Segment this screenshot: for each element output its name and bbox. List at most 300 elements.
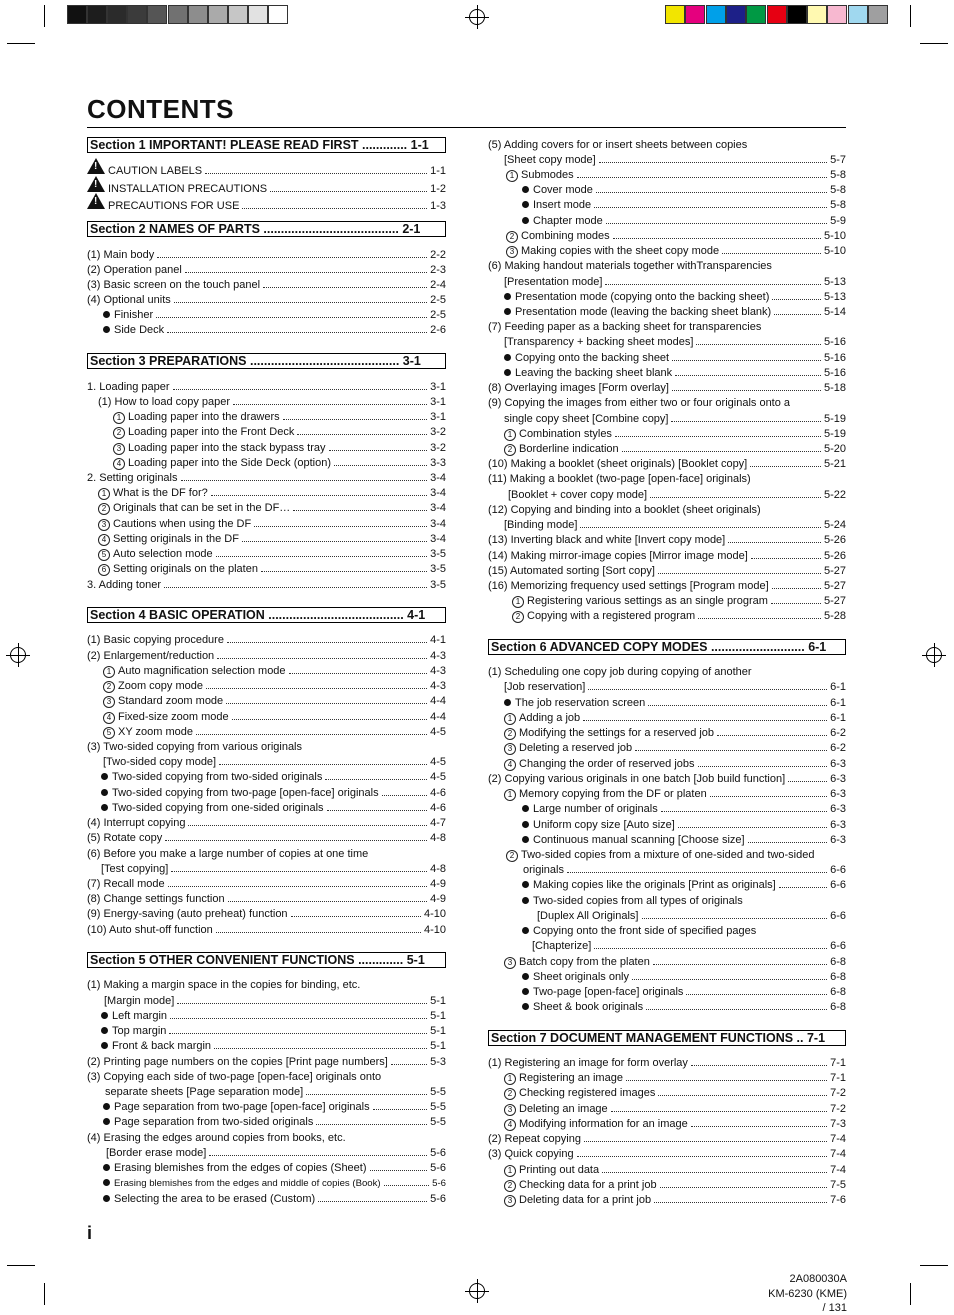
toc-entry bbox=[523, 863, 846, 878]
circled-number-icon: 1 bbox=[103, 666, 115, 678]
toc-entry-text: [Test copying] bbox=[101, 863, 169, 875]
bullet-icon bbox=[504, 699, 511, 706]
toc-entry-text: (9) Energy-saving (auto preheat) function bbox=[87, 908, 288, 920]
toc-page-number: 4-10 bbox=[423, 908, 446, 920]
toc-page-number: 6-1 bbox=[830, 681, 846, 693]
toc-page-number: 5-8 bbox=[830, 184, 846, 196]
toc-entry bbox=[103, 710, 446, 725]
toc-page-number: 6-2 bbox=[830, 727, 846, 739]
toc-entry bbox=[103, 1115, 446, 1130]
toc-page-number: 5-6 bbox=[432, 1178, 446, 1189]
dot-leader bbox=[217, 658, 427, 659]
toc-entry-text: Top margin bbox=[112, 1025, 167, 1037]
circled-number-icon: 5 bbox=[103, 727, 115, 739]
dot-leader bbox=[306, 1094, 427, 1095]
dot-leader bbox=[185, 272, 427, 273]
toc-entry bbox=[103, 323, 446, 338]
toc-entry bbox=[87, 923, 446, 938]
toc-entry bbox=[87, 1070, 446, 1085]
dot-leader bbox=[772, 588, 821, 589]
color-swatch bbox=[168, 5, 188, 24]
toc-entry-text: Fixed-size zoom mode bbox=[118, 711, 229, 723]
dot-leader bbox=[661, 811, 827, 812]
dot-leader bbox=[648, 705, 827, 706]
dot-leader bbox=[577, 1156, 828, 1157]
dot-leader bbox=[242, 208, 427, 209]
color-swatch bbox=[268, 5, 288, 24]
dot-leader bbox=[165, 840, 427, 841]
dot-leader bbox=[384, 1185, 429, 1186]
dot-leader bbox=[216, 556, 427, 557]
toc-entry-text: Sheet & book originals bbox=[533, 1001, 644, 1013]
dot-leader bbox=[672, 390, 821, 391]
toc-entry-text: [Job reservation] bbox=[504, 681, 586, 693]
toc-entry-text: Changing the order of reserved jobs bbox=[519, 758, 695, 770]
dot-leader bbox=[167, 332, 427, 333]
bullet-icon bbox=[522, 805, 529, 812]
circled-number-icon: 1 bbox=[512, 596, 524, 608]
toc-entry bbox=[87, 1131, 446, 1146]
toc-page-number: 3-5 bbox=[430, 563, 446, 575]
dot-leader bbox=[675, 375, 821, 376]
toc-entry bbox=[87, 158, 446, 177]
toc-entry-text: (1) How to load copy paper bbox=[98, 396, 231, 408]
dot-leader bbox=[583, 720, 827, 721]
color-swatch bbox=[746, 5, 766, 24]
toc-page-number: 3-4 bbox=[430, 502, 446, 514]
toc-page-number: 7-4 bbox=[830, 1133, 846, 1145]
toc-page-number: 4-1 bbox=[430, 634, 446, 646]
toc-entry-text: Two-sided copying from one-sided originals bbox=[112, 802, 324, 814]
toc-entry-text: [Sheet copy mode] bbox=[504, 154, 596, 166]
dot-leader bbox=[391, 1064, 427, 1065]
dot-leader bbox=[263, 287, 427, 288]
dot-leader bbox=[168, 886, 427, 887]
bullet-icon bbox=[103, 1118, 110, 1125]
toc-page-number: 5-22 bbox=[823, 489, 846, 501]
color-swatch bbox=[827, 5, 847, 24]
page-marker: i bbox=[87, 1223, 93, 1243]
toc-entry bbox=[106, 1146, 446, 1161]
toc-entry bbox=[504, 1071, 846, 1086]
toc-page-number: 6-3 bbox=[830, 819, 846, 831]
toc-entry bbox=[504, 290, 846, 305]
dot-leader bbox=[216, 932, 421, 933]
toc-page-number: 2-2 bbox=[430, 249, 446, 261]
dot-leader bbox=[728, 542, 821, 543]
dot-leader bbox=[211, 495, 427, 496]
toc-entry bbox=[504, 696, 846, 711]
toc-page-number: 4-5 bbox=[430, 726, 446, 738]
toc-page-number: 4-4 bbox=[430, 695, 446, 707]
toc-page-number: 6-3 bbox=[830, 773, 846, 785]
toc-entry-text: Combining modes bbox=[521, 230, 610, 242]
toc-entry-text: (2) Enlargement/reduction bbox=[87, 650, 215, 662]
toc-page-number: 3-1 bbox=[430, 411, 446, 423]
toc-page-number: 5-19 bbox=[823, 428, 846, 440]
toc-entry bbox=[103, 1192, 446, 1207]
toc-page-number: 6-3 bbox=[830, 788, 846, 800]
toc-entry bbox=[87, 740, 446, 755]
toc-entry-text: 2. Setting originals bbox=[87, 472, 178, 484]
toc-page-number: 6-6 bbox=[830, 910, 846, 922]
registration-mark-icon bbox=[469, 1283, 485, 1299]
toc-entry bbox=[105, 1085, 446, 1100]
toc-entry-text: Loading paper into the drawers bbox=[128, 411, 280, 423]
toc-entry-text: Batch copy from the platen bbox=[519, 956, 650, 968]
dot-leader bbox=[750, 466, 821, 467]
toc-entry bbox=[506, 848, 846, 863]
toc-entry bbox=[504, 412, 846, 427]
toc-entry-text: Left margin bbox=[112, 1010, 168, 1022]
toc-entry bbox=[506, 168, 846, 183]
toc-page-number: 3-2 bbox=[430, 442, 446, 454]
toc-entry bbox=[522, 833, 846, 848]
toc-page-number: 4-9 bbox=[430, 878, 446, 890]
toc-page-number: 5-10 bbox=[823, 245, 846, 257]
color-swatch bbox=[228, 5, 248, 24]
circled-number-icon: 2 bbox=[504, 728, 516, 740]
toc-entry bbox=[87, 471, 446, 486]
circled-number-icon: 3 bbox=[103, 696, 115, 708]
color-swatch bbox=[706, 5, 726, 24]
crop-mark bbox=[44, 1283, 45, 1305]
dot-leader bbox=[686, 994, 827, 995]
toc-entry-text: (1) Scheduling one copy job during copying of another bbox=[488, 666, 752, 678]
toc-page-number: 5-18 bbox=[823, 382, 846, 394]
toc-entry bbox=[504, 427, 846, 442]
section-heading: Section 6 ADVANCED COPY MODES ........................... 6-1 bbox=[488, 639, 846, 655]
toc-entry bbox=[87, 649, 446, 664]
circled-number-icon: 1 bbox=[504, 1165, 516, 1177]
color-swatch bbox=[107, 5, 127, 24]
dot-leader bbox=[214, 1048, 427, 1049]
toc-entry-text: Submodes bbox=[521, 169, 574, 181]
toc-entry bbox=[103, 679, 446, 694]
warning-icon bbox=[87, 158, 105, 174]
dot-leader bbox=[232, 719, 427, 720]
toc-entry-text: Chapter mode bbox=[533, 215, 603, 227]
toc-page-number: 6-8 bbox=[830, 971, 846, 983]
toc-page-number: 7-1 bbox=[830, 1057, 846, 1069]
toc-page-number: 4-5 bbox=[430, 771, 446, 783]
circled-number-icon: 5 bbox=[98, 549, 110, 561]
bullet-icon bbox=[504, 369, 511, 376]
section-heading: Section 5 OTHER CONVENIENT FUNCTIONS ............. 5-1 bbox=[87, 952, 446, 968]
warning-icon bbox=[87, 193, 105, 209]
toc-entry-text: Modifying the settings for a reserved job bbox=[519, 727, 715, 739]
bullet-icon bbox=[101, 804, 108, 811]
toc-entry-text: Loading paper into the Side Deck (option) bbox=[128, 457, 332, 469]
toc-entry-text: (2) Repeat copying bbox=[488, 1133, 581, 1145]
toc-entry-text: (2) Operation panel bbox=[87, 264, 182, 276]
dot-leader bbox=[226, 703, 427, 704]
toc-entry-text: (6) Making handout materials together withTransparencies bbox=[488, 260, 772, 272]
toc-page-number: 2-4 bbox=[430, 279, 446, 291]
toc-entry bbox=[522, 1000, 846, 1015]
toc-page-number: 2-5 bbox=[430, 294, 446, 306]
circled-number-icon: 3 bbox=[504, 1104, 516, 1116]
bullet-icon bbox=[101, 789, 108, 796]
title-rule bbox=[87, 127, 846, 128]
toc-entry bbox=[532, 939, 846, 954]
toc-entry bbox=[87, 278, 446, 293]
toc-page-number: 4-9 bbox=[430, 893, 446, 905]
circled-number-icon: 3 bbox=[504, 743, 516, 755]
bullet-icon bbox=[103, 326, 110, 333]
color-swatch bbox=[208, 5, 228, 24]
dot-leader bbox=[691, 1065, 827, 1066]
dot-leader bbox=[672, 360, 821, 361]
dot-leader bbox=[196, 734, 427, 735]
circled-number-icon: 3 bbox=[506, 246, 518, 258]
toc-entry bbox=[504, 518, 846, 533]
toc-entry-text: Modifying information for an image bbox=[519, 1118, 688, 1130]
dot-leader bbox=[316, 1124, 427, 1125]
toc-entry-text: single copy sheet [Combine copy] bbox=[504, 413, 669, 425]
toc-entry-text: (5) Adding covers for or insert sheets between copies bbox=[488, 139, 748, 151]
toc-entry-text: (1) Main body bbox=[87, 249, 155, 261]
dot-leader bbox=[334, 465, 427, 466]
toc-entry-text: Borderline indication bbox=[519, 443, 619, 455]
toc-entry bbox=[87, 578, 446, 593]
toc-page-number: 5-26 bbox=[823, 550, 846, 562]
toc-entry-text: [Two-sided copy mode] bbox=[103, 756, 217, 768]
toc-entry bbox=[104, 994, 446, 1009]
toc-entry bbox=[504, 335, 846, 350]
crop-mark bbox=[7, 43, 35, 44]
dot-leader bbox=[635, 750, 827, 751]
toc-page-number: 5-27 bbox=[823, 580, 846, 592]
toc-entry bbox=[504, 442, 846, 457]
dot-leader bbox=[205, 173, 427, 174]
toc-page-number: 6-3 bbox=[830, 758, 846, 770]
toc-page-number: 5-27 bbox=[823, 565, 846, 577]
bullet-icon bbox=[522, 927, 529, 934]
dot-leader bbox=[242, 541, 427, 542]
toc-entry-text: (1) Making a margin space in the copies for binding, etc. bbox=[87, 979, 361, 991]
toc-entry bbox=[103, 308, 446, 323]
toc-entry-text: [Chapterize] bbox=[532, 940, 592, 952]
dot-leader bbox=[169, 1033, 427, 1034]
bullet-icon bbox=[522, 217, 529, 224]
toc-entry bbox=[504, 305, 846, 320]
toc-entry bbox=[87, 176, 446, 195]
bullet-icon bbox=[522, 186, 529, 193]
circled-number-icon: 1 bbox=[504, 1073, 516, 1085]
registration-mark-icon bbox=[926, 647, 942, 663]
dot-leader bbox=[772, 299, 821, 300]
crop-mark bbox=[7, 1265, 35, 1266]
dot-leader bbox=[710, 796, 827, 797]
toc-page-number: 5-8 bbox=[830, 199, 846, 211]
toc-page-number: 3-1 bbox=[430, 396, 446, 408]
toc-page-number: 7-2 bbox=[830, 1087, 846, 1099]
dot-leader bbox=[370, 1170, 428, 1171]
toc-entry bbox=[522, 970, 846, 985]
toc-entry bbox=[488, 503, 846, 518]
dot-leader bbox=[254, 526, 427, 527]
circled-number-icon: 1 bbox=[506, 170, 518, 182]
toc-entry bbox=[522, 985, 846, 1000]
section-heading: Section 2 NAMES OF PARTS ....................................... 2-1 bbox=[87, 221, 446, 237]
toc-page-number: 3-5 bbox=[430, 548, 446, 560]
toc-entry-text: (7) Recall mode bbox=[87, 878, 165, 890]
color-swatch bbox=[87, 5, 107, 24]
toc-entry-text: Page separation from two-page [open-face] originals bbox=[114, 1101, 370, 1113]
toc-entry-text: Zoom copy mode bbox=[118, 680, 203, 692]
circled-number-icon: 2 bbox=[512, 611, 524, 623]
dot-leader bbox=[289, 673, 428, 674]
toc-page-number: 7-5 bbox=[830, 1179, 846, 1191]
toc-page-number: 6-1 bbox=[830, 712, 846, 724]
toc-entry-text: Two-sided copying from two-sided originals bbox=[112, 771, 323, 783]
dot-leader bbox=[671, 421, 820, 422]
toc-entry-text: INSTALLATION PRECAUTIONS bbox=[108, 183, 268, 195]
bullet-icon bbox=[522, 881, 529, 888]
toc-entry bbox=[103, 1176, 446, 1191]
toc-entry-text: Adding a job bbox=[519, 712, 581, 724]
crop-mark bbox=[920, 1265, 948, 1266]
section-heading: Section 7 DOCUMENT MANAGEMENT FUNCTIONS .. 7-1 bbox=[488, 1030, 846, 1046]
circled-number-icon: 2 bbox=[504, 444, 516, 456]
toc-entry-text: Sheet originals only bbox=[533, 971, 630, 983]
toc-entry-text: (13) Inverting black and white [Invert copy mode] bbox=[488, 534, 726, 546]
dot-leader bbox=[594, 207, 827, 208]
dot-leader bbox=[577, 177, 828, 178]
toc-entry-text: Standard zoom mode bbox=[118, 695, 224, 707]
toc-page-number: 5-14 bbox=[823, 306, 846, 318]
toc-page-number: 7-2 bbox=[830, 1103, 846, 1115]
toc-page-number: 4-8 bbox=[430, 863, 446, 875]
toc-entry bbox=[488, 138, 846, 153]
toc-entry-text: (8) Change settings function bbox=[87, 893, 225, 905]
dot-leader bbox=[173, 389, 428, 390]
dot-leader bbox=[382, 795, 428, 796]
toc-entry-text: (4) Optional units bbox=[87, 294, 171, 306]
color-swatch bbox=[188, 5, 208, 24]
dot-leader bbox=[206, 688, 427, 689]
toc-entry bbox=[504, 1117, 846, 1132]
toc-entry bbox=[103, 694, 446, 709]
toc-entry-text: Making copies with the sheet copy mode bbox=[521, 245, 720, 257]
toc-entry bbox=[504, 351, 846, 366]
toc-page-number: 3-4 bbox=[430, 518, 446, 530]
circled-number-icon: 2 bbox=[98, 503, 110, 515]
toc-entry bbox=[87, 1055, 446, 1070]
toc-entry-text: (12) Copying and binding into a booklet (sheet originals) bbox=[488, 504, 761, 516]
dot-leader bbox=[698, 766, 828, 767]
toc-entry bbox=[101, 1024, 446, 1039]
crop-mark bbox=[44, 5, 45, 27]
toc-page-number: 5-20 bbox=[823, 443, 846, 455]
crop-mark bbox=[920, 43, 948, 44]
toc-entry bbox=[488, 1147, 846, 1162]
toc-page-number: 4-8 bbox=[430, 832, 446, 844]
toc-entry-text: [Booklet + cover copy mode] bbox=[508, 489, 648, 501]
toc-page-number: 3-4 bbox=[430, 472, 446, 484]
toc-page-number: 2-6 bbox=[430, 324, 446, 336]
bullet-icon bbox=[522, 1003, 529, 1010]
toc-page-number: 5-3 bbox=[430, 1056, 446, 1068]
dot-leader bbox=[779, 887, 827, 888]
dot-leader bbox=[164, 587, 427, 588]
color-swatch bbox=[127, 5, 147, 24]
toc-entry-text: CAUTION LABELS bbox=[108, 165, 203, 177]
toc-entry bbox=[504, 366, 846, 381]
bullet-icon bbox=[103, 1103, 110, 1110]
toc-entry bbox=[101, 1039, 446, 1054]
toc-entry-text: (3) Two-sided copying from various originals bbox=[87, 741, 302, 753]
toc-entry bbox=[87, 263, 446, 278]
page-title: CONTENTS bbox=[87, 94, 234, 124]
toc-entry-text: Loading paper into the stack bypass tray bbox=[128, 442, 326, 454]
toc-entry-text: Presentation mode (copying onto the backing sheet) bbox=[515, 291, 770, 303]
toc-entry-text: Front & back margin bbox=[112, 1040, 212, 1052]
dot-leader bbox=[691, 1126, 827, 1127]
toc-page-number: 5-7 bbox=[830, 154, 846, 166]
section-heading: Section 4 BASIC OPERATION ....................................... 4-1 bbox=[87, 607, 446, 623]
circled-number-icon: 4 bbox=[98, 534, 110, 546]
toc-entry bbox=[488, 472, 846, 487]
toc-page-number: 5-27 bbox=[823, 595, 846, 607]
toc-entry-text: Uniform copy size [Auto size] bbox=[533, 819, 675, 831]
toc-entry bbox=[113, 456, 446, 471]
toc-entry-text: Originals that can be set in the DF… bbox=[113, 502, 291, 514]
toc-entry bbox=[504, 153, 846, 168]
toc-entry bbox=[113, 441, 446, 456]
toc-entry bbox=[504, 741, 846, 756]
toc-entry-text: Presentation mode (leaving the backing sheet blank) bbox=[515, 306, 772, 318]
circled-number-icon: 6 bbox=[98, 564, 110, 576]
section-heading: Section 1 IMPORTANT! PLEASE READ FIRST ............. 1-1 bbox=[87, 137, 446, 153]
toc-page-number: 4-7 bbox=[430, 817, 446, 829]
bullet-icon bbox=[504, 293, 511, 300]
dot-leader bbox=[588, 689, 827, 690]
toc-page-number: 4-6 bbox=[430, 787, 446, 799]
toc-entry-text: Leaving the backing sheet blank bbox=[515, 367, 673, 379]
toc-entry bbox=[504, 1086, 846, 1101]
toc-entry-text: Two-sided copying from two-page [open-face] originals bbox=[112, 787, 379, 799]
footer-code: 2A080030A bbox=[789, 1273, 847, 1285]
toc-page-number: 6-2 bbox=[830, 742, 846, 754]
toc-entry-text: 3. Adding toner bbox=[87, 579, 162, 591]
toc-entry bbox=[103, 664, 446, 679]
toc-page-number: 6-3 bbox=[830, 834, 846, 846]
toc-entry bbox=[103, 1161, 446, 1176]
dot-leader bbox=[318, 1201, 427, 1202]
toc-page-number: 5-6 bbox=[430, 1162, 446, 1174]
toc-entry bbox=[101, 801, 446, 816]
toc-entry-text: Registering an image bbox=[519, 1072, 623, 1084]
toc-entry-text: Registering various settings as an single program bbox=[527, 595, 768, 607]
toc-entry bbox=[488, 1056, 846, 1071]
toc-entry bbox=[522, 183, 846, 198]
toc-entry-text: Two-sided copies from a mixture of one-sided and two-sided bbox=[521, 849, 815, 861]
toc-page-number: 4-6 bbox=[430, 802, 446, 814]
toc-entry bbox=[87, 816, 446, 831]
toc-entry-text: Page separation from two-sided originals bbox=[114, 1116, 314, 1128]
toc-entry-text: Copying with a registered program bbox=[527, 610, 696, 622]
toc-entry bbox=[87, 831, 446, 846]
dot-leader bbox=[228, 901, 428, 902]
toc-entry-text: Making copies like the originals [Print as originals] bbox=[533, 879, 776, 891]
toc-page-number: 2-3 bbox=[430, 264, 446, 276]
dot-leader bbox=[293, 510, 427, 511]
toc-page-number: 5-1 bbox=[430, 1010, 446, 1022]
toc-entry-text: separate sheets [Page separation mode] bbox=[105, 1086, 304, 1098]
toc-entry-text: Combination styles bbox=[519, 428, 612, 440]
